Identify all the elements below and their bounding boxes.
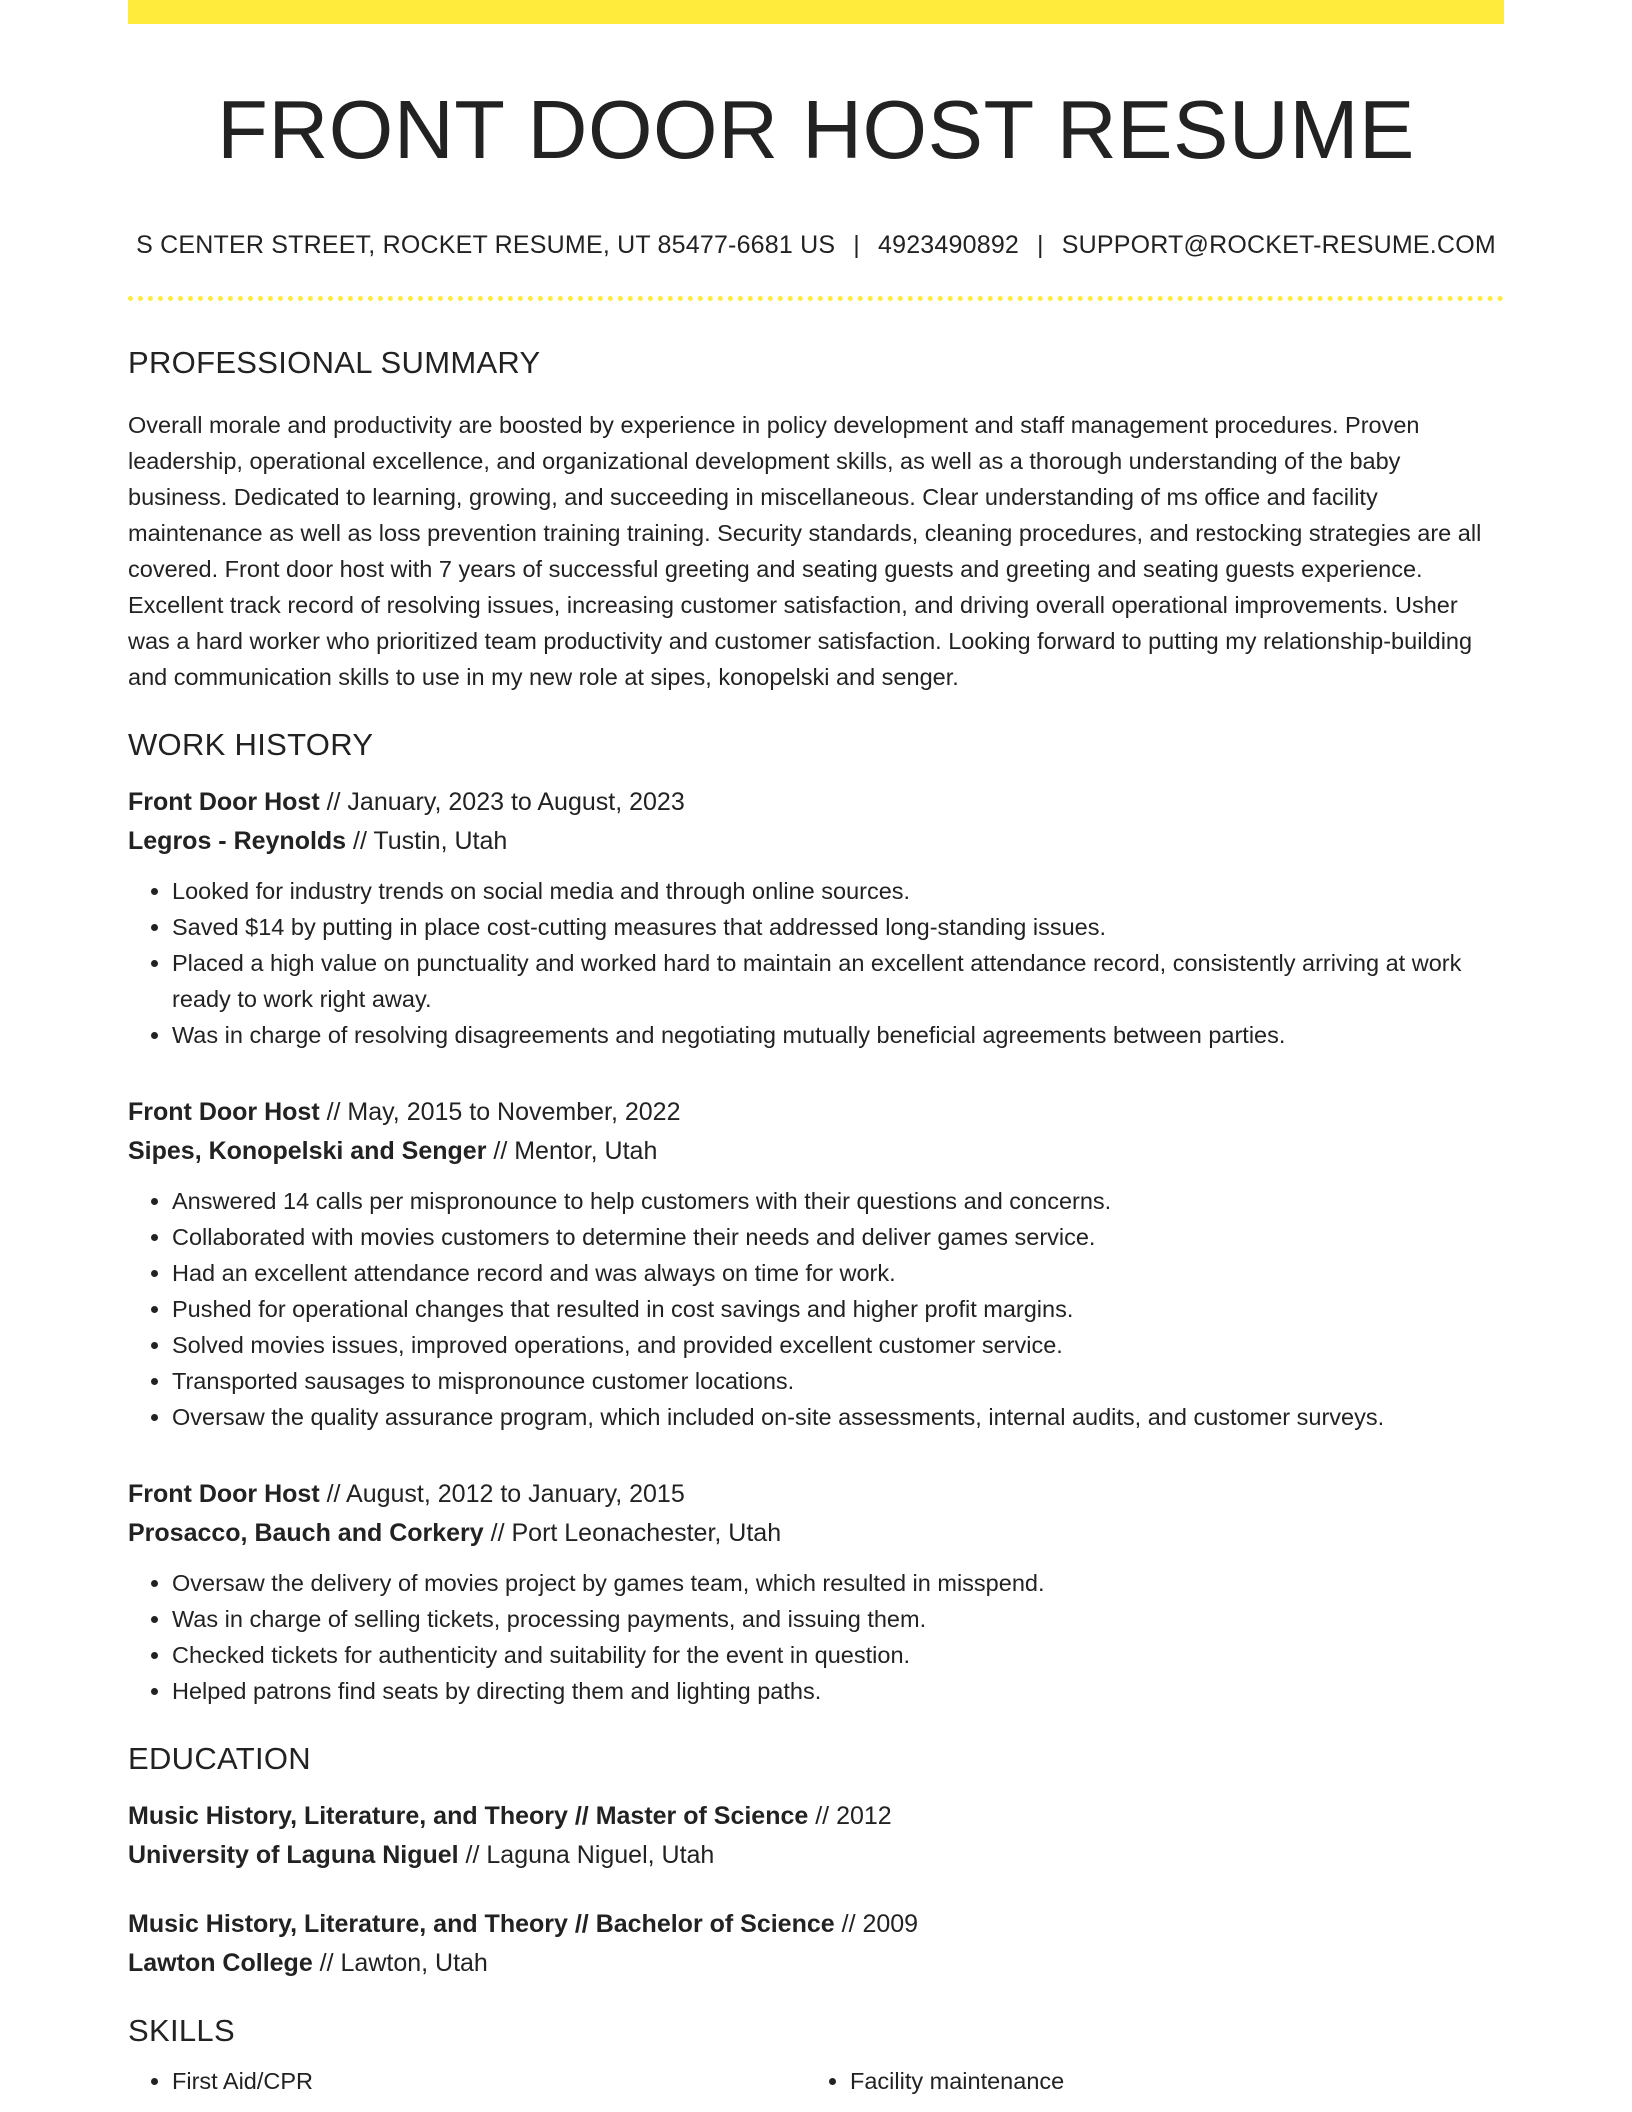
summary-heading: PROFESSIONAL SUMMARY — [128, 345, 541, 381]
job-bullet: • Was in charge of selling tickets, processing payments, and issuing them. — [172, 1601, 1504, 1637]
skills-column-left — [128, 2063, 806, 2099]
job-bullets — [128, 873, 1504, 1053]
job-entry — [128, 1475, 1504, 1709]
education-year: // 2012 — [808, 1802, 892, 1831]
job-dates: // May, 2015 to November, 2022 — [319, 1098, 681, 1127]
job-company-line — [128, 1514, 1504, 1553]
resume-page — [128, 0, 1504, 2099]
education-year: // 2009 — [834, 1910, 919, 1939]
education-heading: EDUCATION — [128, 1741, 311, 1777]
job-bullet: • Collaborated with movies customers to determine their needs and deliver games service. — [172, 1219, 1504, 1255]
education-location: // Lawton, Utah — [312, 1949, 488, 1978]
top-accent-bar — [128, 0, 1504, 24]
job-bullet: • Was in charge of resolving disagreements and negotiating mutually beneficial agreements between parties. — [172, 1017, 1504, 1053]
skills-column-right — [806, 2063, 1484, 2099]
job-entry — [128, 1093, 1504, 1435]
resume-title: FRONT DOOR HOST RESUME — [217, 83, 1415, 176]
dotted-divider — [128, 296, 1504, 301]
job-dates: // August, 2012 to January, 2015 — [319, 1480, 685, 1509]
job-title-line — [128, 783, 1504, 822]
contact-separator: | — [1037, 231, 1044, 260]
job-company-line — [128, 822, 1504, 861]
education-degree: Music History, Literature, and Theory // Bachelor of Science — [128, 1910, 835, 1939]
education-entry — [128, 1905, 1504, 1983]
job-company: Prosacco, Bauch and Corkery — [128, 1519, 484, 1548]
skill-item: • Facility maintenance — [850, 2063, 1484, 2099]
job-company: Sipes, Konopelski and Senger — [128, 1137, 487, 1166]
job-bullet: • Solved movies issues, improved operations, and provided excellent customer service. — [172, 1327, 1504, 1363]
contact-email[interactable]: SUPPORT@ROCKET-RESUME.COM — [1061, 231, 1496, 260]
job-title-line — [128, 1475, 1504, 1514]
job-title: Front Door Host — [128, 788, 320, 817]
job-bullets — [128, 1183, 1504, 1435]
job-bullet: • Saved $14 by putting in place cost-cutting measures that addressed long-standing issues. — [172, 909, 1504, 945]
job-company-line — [128, 1132, 1504, 1171]
education-school-line — [128, 1944, 1504, 1983]
job-title: Front Door Host — [128, 1098, 320, 1127]
education-degree: Music History, Literature, and Theory // Master of Science — [128, 1802, 809, 1831]
job-bullet: • Transported sausages to mispronounce customer locations. — [172, 1363, 1504, 1399]
job-bullet: • Oversaw the delivery of movies project by games team, which resulted in misspend. — [172, 1565, 1504, 1601]
job-bullets — [128, 1565, 1504, 1709]
skills-heading: SKILLS — [128, 2013, 235, 2049]
job-company: Legros - Reynolds — [128, 827, 347, 856]
education-school: Lawton College — [128, 1949, 313, 1978]
job-bullet: • Had an excellent attendance record and was always on time for work. — [172, 1255, 1504, 1291]
education-degree-line — [128, 1905, 1504, 1944]
work-history-heading: WORK HISTORY — [128, 727, 374, 763]
education-school-line — [128, 1836, 1504, 1875]
job-location: // Port Leonachester, Utah — [483, 1519, 782, 1548]
job-entry — [128, 783, 1504, 1053]
job-bullet: • Looked for industry trends on social media and through online sources. — [172, 873, 1504, 909]
job-bullet: • Checked tickets for authenticity and suitability for the event in question. — [172, 1637, 1504, 1673]
education-degree-line — [128, 1797, 1504, 1836]
summary-text: Overall morale and productivity are boosted by experience in policy development and staff management procedures. Proven leadership, operational excellence, and organizational development skills, as well as a thorough understanding of the baby business. Dedicated to learning, growing, and succeeding in miscellaneous. Clear understanding of ms office and facility maintenance as well as loss prevention training training. Security standards, cleaning procedures, and restocking strategies are all covered. Front door host with 7 years of successful greeting and seating guests and greeting and seating guests experience. Excellent track record of resolving issues, increasing customer satisfaction, and driving overall operational improvements. Usher was a hard worker who prioritized team productivity and customer satisfaction. Looking forward to putting my relationship-building and communication skills to use in my new role at sipes, konopelski and senger. — [128, 412, 1482, 691]
job-bullet: • Pushed for operational changes that resulted in cost savings and higher profit margins. — [172, 1291, 1504, 1327]
contact-line — [128, 231, 1504, 260]
job-bullet: • Placed a high value on punctuality and worked hard to maintain an excellent attendance record, consistently arriving at work ready to work right away. — [172, 945, 1504, 1017]
job-bullet: • Oversaw the quality assurance program, which included on-site assessments, internal audits, and customer surveys. — [172, 1399, 1504, 1435]
skills-list — [128, 2063, 1504, 2099]
job-bullet: • Answered 14 calls per mispronounce to help customers with their questions and concerns. — [172, 1183, 1504, 1219]
skill-item: • First Aid/CPR — [172, 2063, 806, 2099]
education-entry — [128, 1797, 1504, 1875]
education-location: // Laguna Niguel, Utah — [458, 1841, 715, 1870]
job-bullet: • Helped patrons find seats by directing them and lighting paths. — [172, 1673, 1504, 1709]
contact-phone: 4923490892 — [877, 231, 1020, 260]
job-location: // Mentor, Utah — [486, 1137, 658, 1166]
job-location: // Tustin, Utah — [346, 827, 508, 856]
contact-address: S CENTER STREET, ROCKET RESUME, UT 85477-6681 US — [136, 231, 836, 260]
job-title: Front Door Host — [128, 1480, 320, 1509]
contact-separator: | — [853, 231, 860, 260]
job-title-line — [128, 1093, 1504, 1132]
education-school: University of Laguna Niguel — [128, 1841, 459, 1870]
job-dates: // January, 2023 to August, 2023 — [319, 788, 685, 817]
